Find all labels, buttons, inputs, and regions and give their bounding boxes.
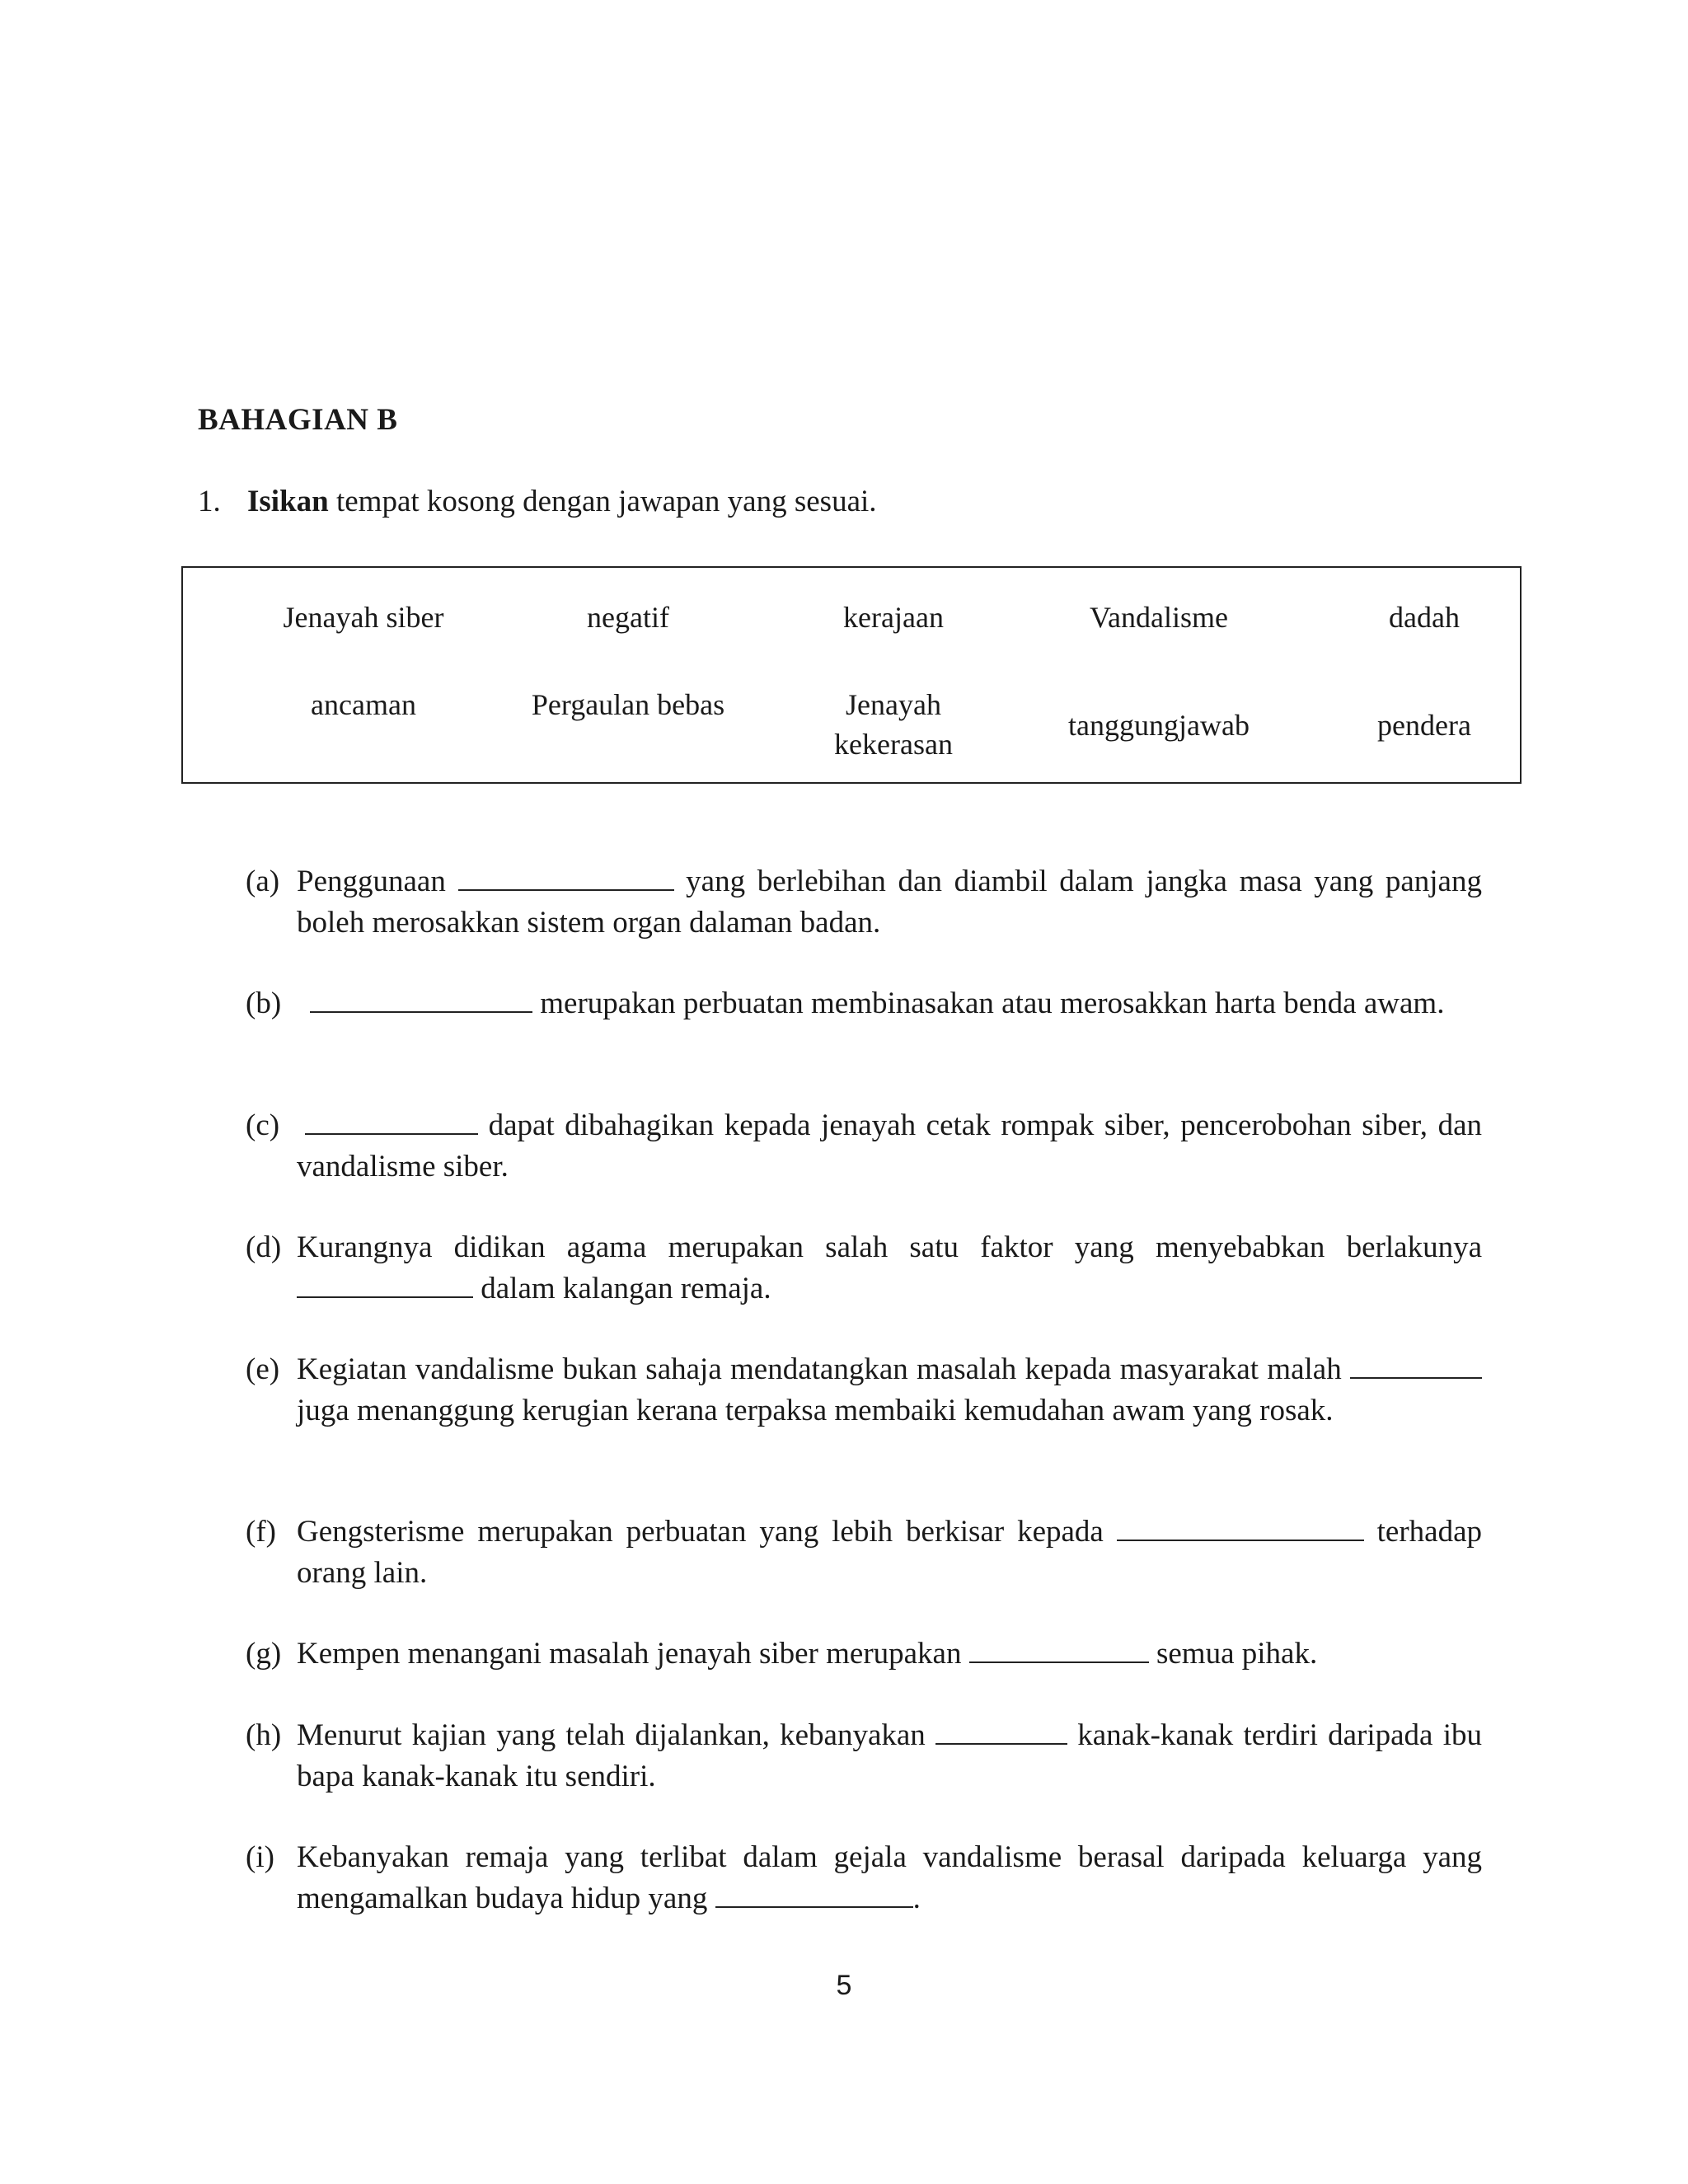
item-label: (c) bbox=[246, 1108, 280, 1142]
item-text-before: Kurangnya didikan agama merupakan salah satu faktor yang menyebabkan berlakunya bbox=[297, 1230, 1482, 1264]
item-text-after: kanak-kanak terdiri daripada ibu bapa kanak-kanak itu sendiri. bbox=[297, 1718, 1482, 1793]
word-bank-item: tanggungjawab bbox=[1068, 709, 1250, 742]
word-bank-item: ancaman bbox=[311, 688, 416, 721]
item-a bbox=[246, 861, 1482, 944]
item-text bbox=[297, 1227, 1482, 1310]
item-text-after: dalam kalangan remaja. bbox=[473, 1272, 771, 1305]
page-number: 5 bbox=[836, 1970, 852, 2001]
item-g bbox=[246, 1633, 1482, 1675]
item-label: (b) bbox=[246, 987, 282, 1020]
word-bank-item-line: Jenayah bbox=[846, 688, 941, 721]
item-text bbox=[297, 1715, 1482, 1797]
item-text-before: Kebanyakan remaja yang terlibat dalam gejala vandalisme berasal daripada keluarga yang mengamalkan budaya hidup yang bbox=[297, 1840, 1482, 1915]
item-text-after: yang berlebihan dan diambil dalam jangka masa yang panjang boleh merosakkan sistem organ dalaman badan. bbox=[297, 865, 1482, 940]
word-bank-item: Vandalisme bbox=[1090, 601, 1228, 634]
item-text-after: juga menanggung kerugian kerana terpaksa membaiki kemudahan awam yang rosak. bbox=[297, 1394, 1334, 1427]
answer-blank[interactable] bbox=[297, 1272, 473, 1298]
answer-blank[interactable] bbox=[310, 987, 532, 1013]
item-text bbox=[297, 1837, 1482, 1919]
item-text-after: dapat dibahagikan kepada jenayah cetak rompak siber, pencerobohan siber, dan vandalisme siber. bbox=[297, 1108, 1482, 1183]
item-text-after: merupakan perbuatan membinasakan atau merosakkan harta benda awam. bbox=[532, 987, 1445, 1020]
question-instruction bbox=[198, 484, 877, 519]
answer-blank[interactable] bbox=[458, 865, 674, 891]
section-title: BAHAGIAN B bbox=[198, 403, 398, 437]
word-bank-item: Pergaulan bebas bbox=[531, 688, 725, 721]
item-label: (h) bbox=[246, 1718, 282, 1752]
item-h bbox=[246, 1715, 1482, 1797]
answer-blank[interactable] bbox=[1350, 1352, 1482, 1379]
answer-blank[interactable] bbox=[305, 1108, 478, 1135]
word-bank-item: dadah bbox=[1389, 601, 1460, 634]
item-text-before: Menurut kajian yang telah dijalankan, kebanyakan bbox=[297, 1718, 936, 1752]
item-text-after: . bbox=[912, 1882, 921, 1915]
item-c bbox=[246, 1105, 1482, 1188]
item-label: (i) bbox=[246, 1840, 274, 1874]
item-label: (a) bbox=[246, 865, 280, 898]
word-bank-item: kerajaan bbox=[843, 601, 944, 634]
item-text bbox=[297, 861, 1482, 944]
item-text bbox=[297, 1105, 1482, 1188]
item-i bbox=[246, 1837, 1482, 1919]
word-bank-item: Jenayah siber bbox=[283, 601, 444, 634]
item-text bbox=[297, 983, 1482, 1024]
answer-blank[interactable] bbox=[935, 1718, 1067, 1745]
question-number: 1. bbox=[198, 485, 221, 518]
word-bank-item-line: kekerasan bbox=[834, 728, 953, 761]
item-text bbox=[297, 1633, 1482, 1675]
item-label: (f) bbox=[246, 1515, 276, 1549]
item-label: (g) bbox=[246, 1637, 282, 1671]
word-bank-item: negatif bbox=[587, 601, 669, 634]
item-text-after: semua pihak. bbox=[1148, 1637, 1318, 1671]
item-label: (e) bbox=[246, 1352, 280, 1386]
item-f bbox=[246, 1511, 1482, 1594]
item-d bbox=[246, 1227, 1482, 1310]
word-bank-item bbox=[762, 685, 1025, 764]
answer-blank[interactable] bbox=[1117, 1515, 1364, 1541]
item-text-before: Gengsterisme merupakan perbuatan yang lebih berkisar kepada bbox=[297, 1515, 1117, 1549]
item-b bbox=[246, 983, 1482, 1024]
item-text-after: terhadap orang lain. bbox=[297, 1515, 1482, 1590]
instruction-bold: Isikan bbox=[247, 485, 329, 518]
item-text bbox=[297, 1511, 1482, 1594]
word-bank-item: pendera bbox=[1377, 709, 1471, 742]
word-bank-box bbox=[181, 566, 1522, 784]
item-text-before: Kempen menangani masalah jenayah siber merupakan bbox=[297, 1637, 969, 1671]
item-e bbox=[246, 1349, 1482, 1432]
item-text-before: Kegiatan vandalisme bukan sahaja mendatangkan masalah kepada masyarakat malah bbox=[297, 1352, 1350, 1386]
item-label: (d) bbox=[246, 1230, 282, 1264]
item-text bbox=[297, 1349, 1482, 1432]
answer-blank[interactable] bbox=[969, 1637, 1149, 1663]
answer-blank[interactable] bbox=[715, 1882, 913, 1908]
instruction-text: tempat kosong dengan jawapan yang sesuai. bbox=[328, 485, 877, 518]
item-text-before: Penggunaan bbox=[297, 865, 458, 898]
